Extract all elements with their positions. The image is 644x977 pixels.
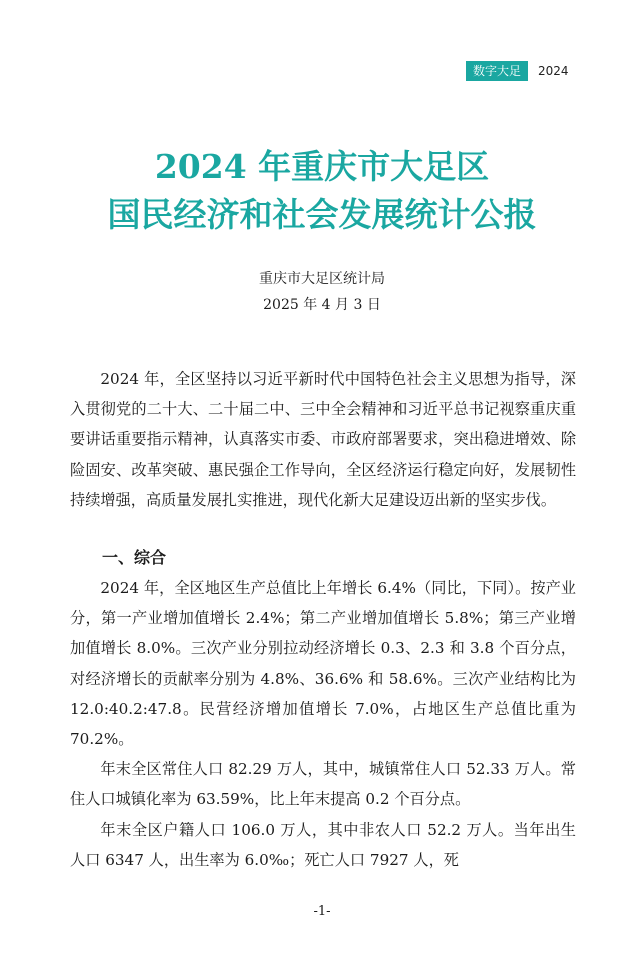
publication-badge: 数字大足: [466, 61, 528, 81]
section-heading: 一、综合: [102, 548, 167, 568]
body-content: [70, 364, 576, 875]
paragraph: 年末全区常住人口 82.29 万人，其中，城镇常住人口 52.33 万人。常住人口城镇化率为 63.59%，比上年末提高 0.2 个百分点。: [70, 760, 576, 809]
paragraph: 年末全区户籍人口 106.0 万人，其中非农人口 52.2 万人。当年出生人口 6347 人，出生率为 6.0‰；死亡人口 7927 人，死: [70, 820, 576, 869]
page-number: -1-: [313, 904, 331, 919]
intro-paragraph: 2024 年，全区坚持以习近平新时代中国特色社会主义思想为指导，深入贯彻党的二十大、二十届二中、三中全会精神和习近平总书记视察重庆重要讲话重要指示精神，认真落实市委、市政府部署要求，突出稳进增效、除险固安、改革突破、惠民强企工作导向，全区经济运行稳定向好，发展韧性持续增强，高质量发展扎实推进，现代化新大足建设迈出新的坚实步伐。: [70, 370, 576, 509]
paragraph: 2024 年，全区地区生产总值比上年增长 6.4%（同比，下同）。按产业分，第一产业增加值增长 2.4%；第二产业增加值增长 5.8%；第三产业增加值增长 8.0%。三次产业分别拉动经济增长 0.3、2.3 和 3.8 个百分点，对经济增长的贡献率分别为 4.8%、36.6% 和 58.6%。三次产业结构比为 12.0:40.2:47.8。民营经济增加值增长 7.0%，占地区生产总值比重为 70.2%。: [70, 579, 576, 749]
publish-date: 2025 年 4 月 3 日: [263, 297, 381, 313]
publication-year: 2024: [538, 64, 569, 78]
header-tag: [466, 61, 569, 81]
author: 重庆市大足区统计局: [259, 271, 385, 287]
page-title: [0, 143, 644, 239]
title-line-1: 2024 年重庆市大足区: [154, 147, 490, 186]
title-line-2: 国民经济和社会发展统计公报: [107, 195, 537, 234]
